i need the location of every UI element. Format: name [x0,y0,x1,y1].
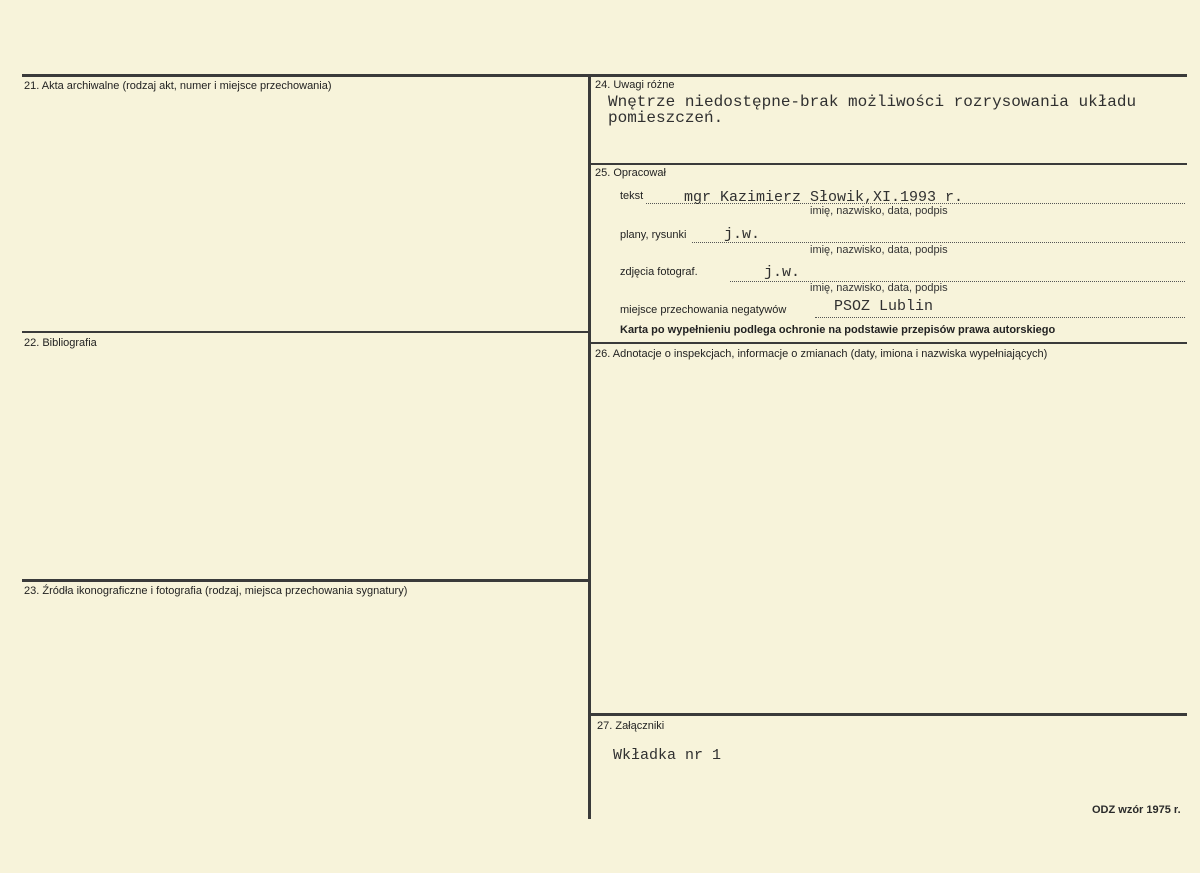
zdjecia-caption: imię, nazwisko, data, podpis [810,282,948,294]
negatywy-label: miejsce przechowania negatywów [620,304,787,316]
rule-25-26 [591,342,1187,344]
field-24-value-line2: pomieszczeń. [608,109,724,127]
tekst-label: tekst [620,190,644,202]
rule-22-23 [22,579,588,582]
field-26-label: 26. Adnotacje o inspekcjach, informacje o zmianach (daty, imiona i nazwiska wypełniających) [595,348,1048,360]
form-version-footer: ODZ wzór 1975 r. [1092,804,1181,816]
center-divider [588,74,591,819]
tekst-caption: imię, nazwisko, data, podpis [810,205,948,217]
zdjecia-value: j.w. [764,264,801,281]
zdjecia-dotted-line [730,281,1185,282]
field-23-label: 23. Źródła ikonograficzne i fotografia (rodzaj, miejsca przechowania sygnatury) [24,585,408,597]
negatywy-value: PSOZ Lublin [834,298,934,315]
field-21-label: 21. Akta archiwalne (rodzaj akt, numer i miejsce przechowania) [24,80,332,92]
rule-24-25 [591,163,1187,165]
rule-21-22 [22,331,588,333]
rule-26-27 [591,713,1187,716]
field-27-value: Wkładka nr 1 [613,747,722,764]
plany-caption: imię, nazwisko, data, podpis [810,244,948,256]
top-rule [22,74,1187,77]
field-27-label: 27. Załączniki [597,720,665,732]
plany-label: plany, rysunki [620,229,687,241]
tekst-value: mgr Kazimierz Słowik,XI.1993 r. [684,189,964,206]
field-24-value-line1: Wnętrze niedostępne-brak możliwości rozrysowania układu [608,93,1137,111]
plany-dotted-line [692,242,1185,243]
field-24-label: 24. Uwagi różne [595,79,675,91]
field-22-label: 22. Bibliografia [24,337,97,349]
plany-value: j.w. [724,226,761,243]
zdjecia-label: zdjęcia fotograf. [620,266,698,278]
copyright-note: Karta po wypełnieniu podlega ochronie na podstawie przepisów prawa autorskiego [620,324,1056,336]
field-25-label: 25. Opracował [595,167,666,179]
negatywy-dotted-line [815,317,1185,318]
